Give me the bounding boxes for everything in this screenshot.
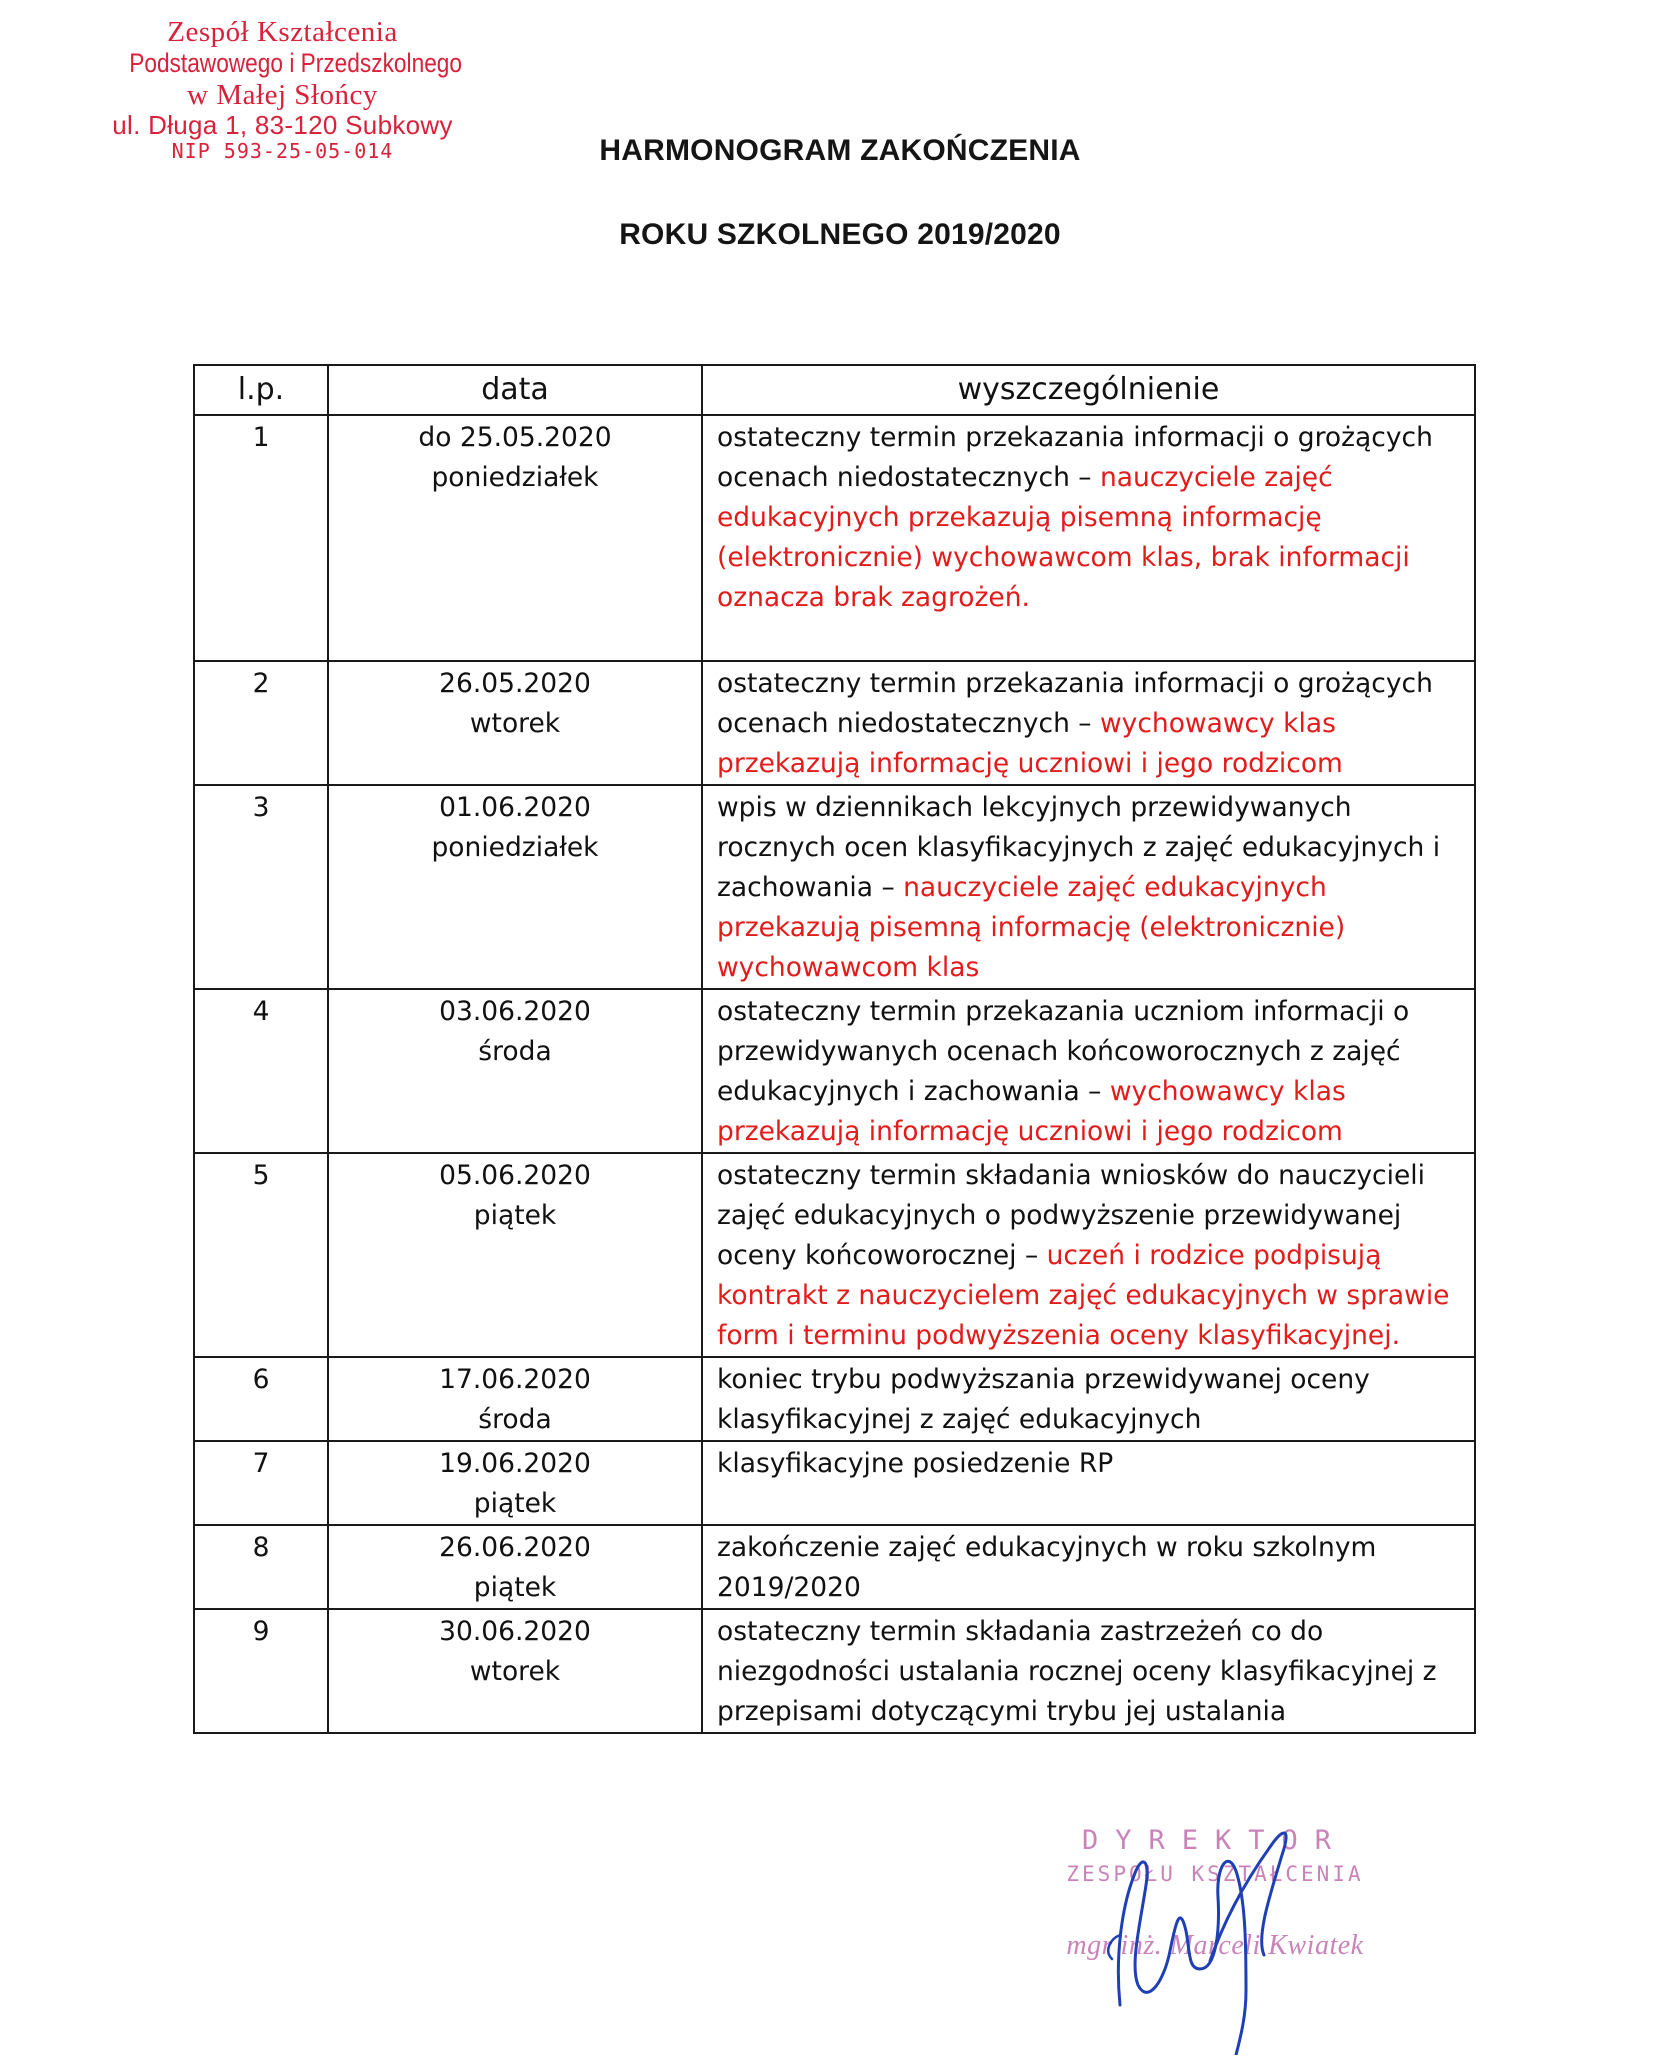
row-description-highlight: uczeń i rodzice podpisują kontrakt z nauczycielem zajęć edukacyjnych w sprawie form i terminu podwyższenia oceny klasyfikacyjnej.: [717, 1240, 1450, 1351]
row-description: [702, 1357, 1475, 1441]
header-date: data: [328, 365, 702, 415]
row-day: wtorek: [469, 708, 561, 739]
row-description: [702, 1525, 1475, 1609]
row-date-cell: [328, 415, 702, 661]
row-lp: 6: [194, 1357, 328, 1441]
row-day: wtorek: [469, 1656, 561, 1687]
row-date-cell: [328, 1609, 702, 1733]
row-day: piątek: [473, 1488, 557, 1519]
row-description: [702, 1441, 1475, 1525]
school-stamp-line-2: Podstawowego i Przedszkolnego: [129, 48, 463, 79]
row-lp: 9: [194, 1609, 328, 1733]
row-date-cell: [328, 785, 702, 989]
school-stamp-nip: NIP 593-25-05-014: [171, 139, 394, 164]
row-date: 30.06.2020: [439, 1616, 591, 1647]
row-lp: 2: [194, 661, 328, 785]
signature-icon: [1060, 1755, 1330, 2055]
row-date-cell: [328, 1525, 702, 1609]
row-description-text: ostateczny termin składania wniosków do nauczycieli zajęć edukacyjnych o podwyższenie przewidywanej oceny końcoworocznej –: [717, 1160, 1426, 1271]
school-stamp-line-1: Zespół Kształcenia: [167, 16, 398, 48]
header-lp: l.p.: [194, 365, 328, 415]
row-day: środa: [478, 1036, 552, 1067]
header-description: wyszczególnienie: [702, 365, 1475, 415]
row-description: [702, 1609, 1475, 1733]
row-date: 26.05.2020: [439, 668, 591, 699]
row-lp: 1: [194, 415, 328, 661]
row-date-cell: [328, 1441, 702, 1525]
row-date-cell: [328, 661, 702, 785]
row-lp: 7: [194, 1441, 328, 1525]
row-lp: 5: [194, 1153, 328, 1357]
director-stamp-institution: ZESPOŁU KSZTAŁCENIA: [1066, 1862, 1364, 1886]
row-description-text: ostateczny termin przekazania informacji o grożących ocenach niedostatecznych –: [717, 422, 1433, 493]
row-description: [702, 1153, 1475, 1357]
row-date: do 25.05.2020: [418, 422, 612, 453]
row-date: 19.06.2020: [439, 1448, 591, 1479]
row-day: poniedziałek: [431, 832, 599, 863]
row-lp: 3: [194, 785, 328, 989]
row-date: 05.06.2020: [439, 1160, 591, 1191]
page-title-line-1: HARMONOGRAM ZAKOŃCZENIA: [599, 134, 1081, 167]
row-description-text: ostateczny termin przekazania informacji o grożących ocenach niedostatecznych –: [717, 668, 1433, 739]
row-description-highlight: nauczyciele zajęć edukacyjnych przekazują pisemną informację (elektronicznie) wychowawcom klas, brak informacji oznacza brak zagrożeń.: [717, 462, 1410, 613]
row-description-highlight: wychowawcy klas przekazują informację uczniowi i jego rodzicom: [717, 708, 1343, 779]
row-date-cell: [328, 989, 702, 1153]
row-date: 01.06.2020: [439, 792, 591, 823]
page-title-line-2: ROKU SZKOLNEGO 2019/2020: [619, 218, 1061, 251]
table-row: [194, 1525, 1475, 1609]
row-description-text: ostateczny termin przekazania uczniom informacji o przewidywanych ocenach końcoworocznych z zajęć edukacyjnych i zachowania –: [717, 996, 1410, 1107]
row-date: 03.06.2020: [439, 996, 591, 1027]
table-row: [194, 1153, 1475, 1357]
row-description-text: klasyfikacyjne posiedzenie RP: [717, 1448, 1114, 1479]
row-description-text: wpis w dziennikach lekcyjnych przewidywanych rocznych ocen klasyfikacyjnych z zajęć edukacyjnych i zachowania –: [717, 792, 1441, 903]
table-header-row: [194, 365, 1475, 415]
table-row: [194, 1357, 1475, 1441]
row-description: [702, 661, 1475, 785]
table-row: [194, 1609, 1475, 1733]
row-date: 17.06.2020: [439, 1364, 591, 1395]
school-stamp-line-3: w Małej Słońcy: [187, 78, 378, 111]
row-day: środa: [478, 1404, 552, 1435]
row-date-cell: [328, 1153, 702, 1357]
row-description-text: zakończenie zajęć edukacyjnych w roku szkolnym 2019/2020: [717, 1532, 1377, 1603]
table-row: [194, 661, 1475, 785]
row-description: [702, 989, 1475, 1153]
row-description-text: ostateczny termin składania zastrzeżeń co do niezgodności ustalania rocznej oceny klasyfikacyjnej z przepisami dotyczącymi trybu jej ustalania: [717, 1616, 1437, 1727]
table-row: [194, 989, 1475, 1153]
row-day: piątek: [473, 1200, 557, 1231]
row-day: piątek: [473, 1572, 557, 1603]
table-row: [194, 785, 1475, 989]
row-date-cell: [328, 1357, 702, 1441]
director-stamp-title: DYREKTOR: [1081, 1825, 1349, 1856]
row-date: 26.06.2020: [439, 1532, 591, 1563]
row-description-text: koniec trybu podwyższania przewidywanej oceny klasyfikacyjnej z zajęć edukacyjnych: [717, 1364, 1370, 1435]
row-lp: 4: [194, 989, 328, 1153]
row-description-highlight: nauczyciele zajęć edukacyjnych przekazują pisemną informację (elektronicznie) wychowawcom klas: [717, 872, 1346, 983]
table-row: [194, 1441, 1475, 1525]
row-description: [702, 785, 1475, 989]
director-stamp-name: mgr inż. Marceli Kwiatek: [1066, 1930, 1364, 1961]
row-day: poniedziałek: [431, 462, 599, 493]
schedule-table: [193, 364, 1476, 1734]
row-lp: 8: [194, 1525, 328, 1609]
row-description: [702, 415, 1475, 661]
school-stamp-address: ul. Długa 1, 83-120 Subkowy: [112, 110, 453, 141]
row-description-highlight: wychowawcy klas przekazują informację uczniowi i jego rodzicom: [717, 1076, 1346, 1147]
table-row: [194, 415, 1475, 661]
